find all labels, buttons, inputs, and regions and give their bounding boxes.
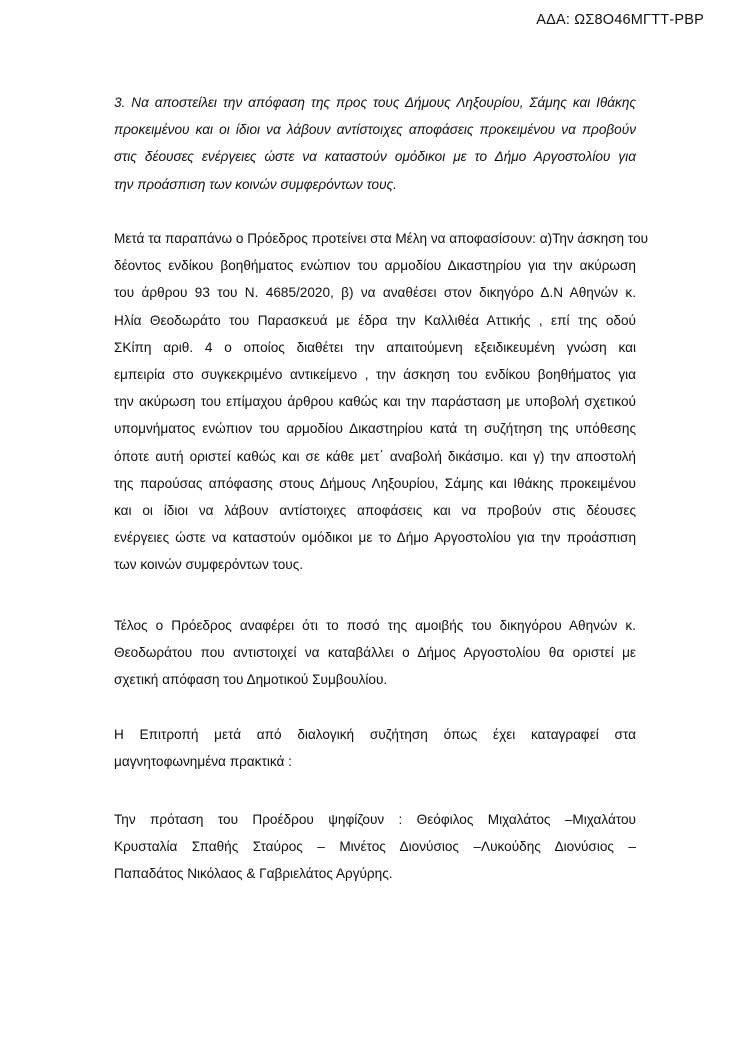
text-line: Παπαδάτος Νικόλαος & Γαβριελάτος Αργύρης.	[114, 866, 393, 882]
text-line: όποτε αυτή οριστεί καθώς και σε κάθε μετ΄ αναβολή δικάσιμο. και γ) την αποστολή	[114, 448, 636, 464]
text-line: την προάσπιση των κοινών συμφερόντων τους.	[114, 176, 397, 192]
text-line: μαγνητοφωνημένα πρακτικά :	[114, 754, 292, 770]
text-line: την ακύρωση του επίμαχου άρθρου καθώς και την παράσταση με υποβολή σχετικού	[114, 394, 636, 410]
text-line: Τέλος ο Πρόεδρος αναφέρει ότι το ποσό της αμοιβής του δικηγόρου Αθηνών κ.	[114, 618, 636, 633]
text-line: των κοινών συμφερόντων τους.	[114, 557, 304, 573]
text-line: Θεοδωράτου που αντιστοιχεί να καταβάλλει ο Δήμος Αργοστολίου θα οριστεί με	[114, 645, 636, 661]
paragraph-vote	[114, 806, 636, 888]
text-line: υπομνήματος ενώπιον του αρμοδίου Δικαστηρίου κατά τη συζήτηση της υπόθεσης	[114, 421, 636, 437]
text-line: της παρούσας απόφασης στους Δήμους Ληξουρίου, Σάμης και Ιθάκης προκειμένου	[114, 475, 636, 491]
text-line: εμπειρία στο συγκεκριμένο αντικείμενο , την άσκηση του ενδίκου βοηθήματος για	[114, 367, 636, 383]
text-line: ενέργειες ώστε να καταστούν ομόδικοι με το Δήμο Αργοστολίου για την προάσπιση	[114, 530, 636, 546]
text-line: ΣΚίπη αριθ. 4 ο οποίος διαθέτει την απαιτούμενη εξειδικευμένη γνώση και	[114, 339, 636, 355]
ada-code: ΑΔΑ: ΩΣ8Ο46ΜΓΤΤ-ΡΒΡ	[536, 12, 704, 28]
text-line: του άρθρου 93 του Ν. 4685/2020, β) να αναθέσει στον δικηγόρο Δ.Ν Αθηνών κ.	[114, 285, 636, 301]
text-line: σχετική απόφαση του Δημοτικού Συμβουλίου.	[114, 672, 388, 688]
text-line: Ηλία Θεοδωράτο του Παρασκευά με έδρα την Καλλιθέα Αττικής , επί της οδού	[114, 312, 636, 328]
text-line: δέοντος ενδίκου βοηθήματος ενώπιον του αρμοδίου Δικαστηρίου για την ακύρωση	[114, 258, 636, 274]
paragraph-point-3	[114, 89, 636, 198]
paragraph-fee	[114, 612, 636, 694]
paragraph-proposal	[114, 225, 649, 579]
text-line: Μετά τα παραπάνω ο Πρόεδρος προτείνει στα Μέλη να αποφασίσουν: α)Την άσκηση του	[114, 231, 649, 246]
text-line: Την πρόταση του Προέδρου ψηφίζουν : Θεόφιλος Μιχαλάτος –Μιχαλάτου	[114, 812, 636, 827]
text-line: Κρυσταλία Σπαθής Σταύρος – Μινέτος Διονύσιος –Λυκούδης Διονύσιος –	[114, 839, 636, 855]
text-line: προκειμένου και οι ίδιοι να λάβουν αντίστοιχες αποφάσεις προκειμένου να προβούν	[114, 122, 636, 138]
text-line: στις δέουσες ενέργειες ώστε να καταστούν ομόδικοι με το Δήμο Αργοστολίου για	[114, 149, 636, 165]
text-line: 3. Να αποστείλει την απόφαση της προς τους Δήμους Ληξουρίου, Σάμης και Ιθάκης	[114, 95, 636, 110]
text-line: Η Επιτροπή μετά από διαλογική συζήτηση όπως έχει καταγραφεί στα	[114, 727, 636, 742]
text-line: και οι ίδιοι να λάβουν αντίστοιχες αποφάσεις και να προβούν στις δέουσες	[114, 503, 636, 519]
paragraph-committee	[114, 721, 636, 775]
